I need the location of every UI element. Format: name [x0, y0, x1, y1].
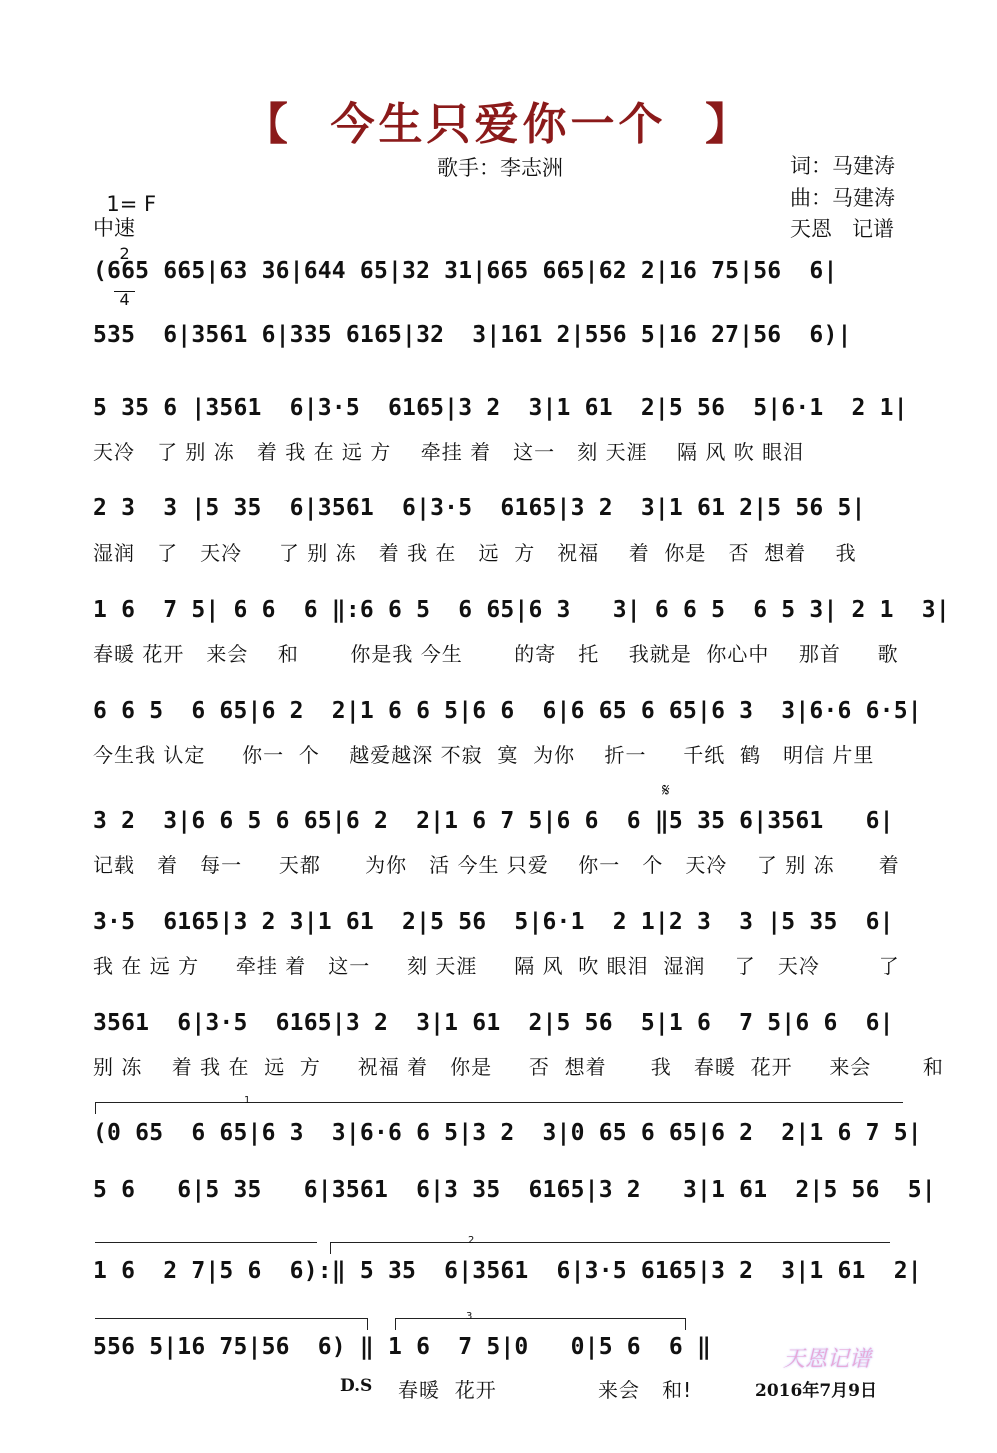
volta-number: 2: [468, 1235, 475, 1246]
volta-edge: [95, 1102, 96, 1114]
tempo: 中速: [93, 216, 135, 240]
notation-line: 1 6 7 5| 6 6 6 ‖:6 6 5 6 65|6 3 3| 6 6 5 6 5 3| 2 1 3|: [93, 597, 950, 623]
notation-line: 3 2 3|6 6 5 6 65|6 2 2|1 6 7 5|6 6 6 ‖5 35 6|3561 6|: [93, 808, 894, 834]
volta-number: 3: [466, 1311, 473, 1322]
key-signature: [93, 168, 156, 337]
lyric-line: 湿润 了 天冷 了 别 冻 着 我 在 远 方 祝福 着 你是 否 想着 我: [93, 541, 857, 565]
notation-line: 1 6 2 7|5 6 6):‖ 5 35 6|3561 6|3·5 6165|3 2 3|1 61 2|: [93, 1258, 922, 1284]
notation-line: 556 5|16 75|56 6) ‖ 1 6 7 5|0 0|5 6 6 ‖: [93, 1334, 712, 1360]
lyric-line: 别 冻 着 我 在 远 方 祝福 着 你是 否 想着 我 春暖 花开 来会 和: [93, 1055, 944, 1079]
notation-line: (665 665|63 36|644 65|32 31|665 665|62 2|16 75|56 6|: [93, 258, 838, 284]
watermark: 天恩记谱: [782, 1347, 871, 1372]
lyric-line: 春暖 花开 来会 和 你是我 今生 的寄 托 我就是 你心中 那首 歌: [93, 642, 899, 666]
da-segno: D.S: [340, 1376, 373, 1396]
date: 2016年7月9日: [755, 1381, 877, 1401]
notation-line: 3561 6|3·5 6165|3 2 3|1 61 2|5 56 5|1 6 7 5|6 6 6|: [93, 1010, 894, 1036]
volta-bracket: [330, 1242, 890, 1243]
lyric-line: 我 在 远 方 牵挂 着 这一 刻 天涯 隔 风 吹 眼泪 湿润 了 天冷 了: [93, 954, 900, 978]
notation-line: 2 3 3 |5 35 6|3561 6|3·5 6165|3 2 3|1 61 2|5 56 5|: [93, 495, 866, 521]
volta-bracket: [95, 1102, 903, 1103]
notation-line: 5 35 6 |3561 6|3·5 6165|3 2 3|1 61 2|5 56 5|6·1 2 1|: [93, 395, 908, 421]
volta-number: 1: [244, 1095, 251, 1106]
lyric-line: 天冷 了 别 冻 着 我 在 远 方 牵挂 着 这一 刻 天涯 隔 风 吹 眼泪: [93, 440, 805, 464]
key-label: 1= F: [106, 192, 157, 216]
lyric-line: 今生我 认定 你一 个 越爱越深 不寂 寞 为你 折一 千纸 鹤 明信 片里: [93, 743, 875, 767]
volta-edge: [330, 1242, 331, 1254]
notation-line: 3·5 6165|3 2 3|1 61 2|5 56 5|6·1 2 1|2 3 3 |5 35 6|: [93, 909, 894, 935]
volta-edge: [367, 1318, 368, 1330]
ending-lyric: 来会 和!: [598, 1378, 693, 1402]
lyric-line: 记载 着 每一 天都 为你 活 今生 只爱 你一 个 天冷 了 别 冻 着: [93, 853, 900, 877]
notation-line: 5 6 6|5 35 6|3561 6|3 35 6165|3 2 3|1 61 2|5 56 5|: [93, 1177, 936, 1203]
volta-bracket: [395, 1318, 685, 1319]
segno-sign: 𝄋: [662, 780, 670, 801]
notation-line: (0 65 6 65|6 3 3|6·6 6 5|3 2 3|0 65 6 65|6 2 2|1 6 7 5|: [93, 1120, 922, 1146]
singer: 歌手：李志洲: [437, 156, 563, 180]
volta-edge: [395, 1318, 396, 1330]
song-title: 【 今生只爱你一个 】: [243, 99, 754, 150]
volta-bracket: [95, 1318, 367, 1319]
lyricist: 词：马建涛: [790, 154, 895, 178]
time-top: 2: [119, 244, 130, 263]
volta-edge: [685, 1318, 686, 1330]
notation-line: 6 6 5 6 65|6 2 2|1 6 6 5|6 6 6|6 65 6 65|6 3 3|6·6 6·5|: [93, 698, 922, 724]
time-bottom: 4: [114, 291, 134, 307]
transcriber: 天恩 记谱: [790, 217, 895, 241]
notation-line: 535 6|3561 6|335 6165|32 3|161 2|556 5|16 27|56 6)|: [93, 322, 852, 348]
composer: 曲：马建涛: [790, 186, 895, 210]
ending-lyric: 春暖 花开: [398, 1378, 497, 1402]
volta-bracket: [95, 1242, 317, 1243]
